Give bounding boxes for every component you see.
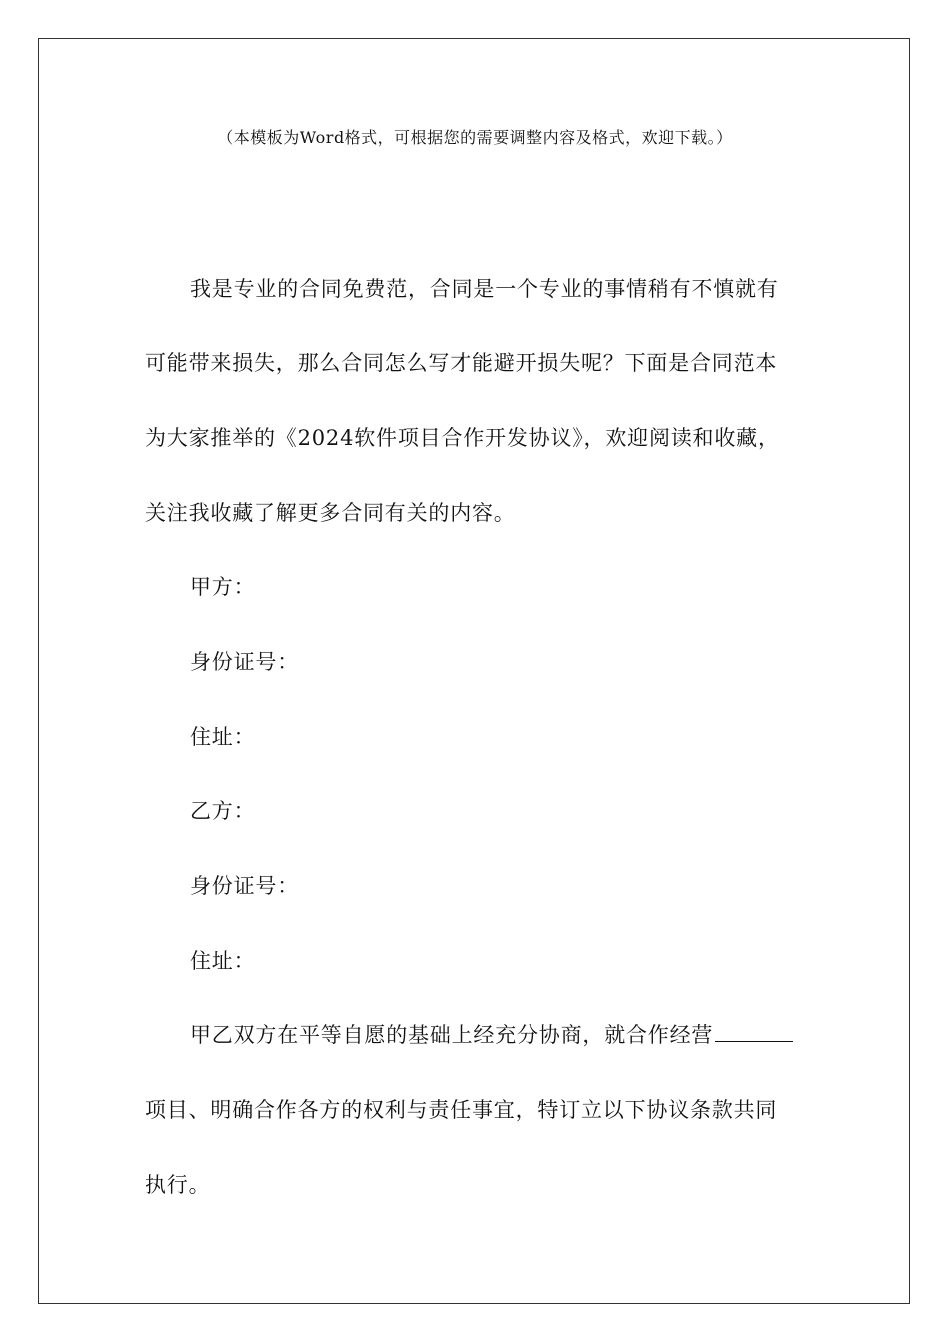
agreement-line-1-row [190,1020,793,1050]
party-b-address-label: 住址： [190,949,256,973]
party-b-label: 乙方： [190,799,256,823]
party-a-id-label: 身份证号： [190,650,299,674]
party-a-label: 甲方： [190,575,256,599]
agreement-line-3: 执行。 [145,1173,211,1197]
party-a-address-label: 住址： [190,725,256,749]
intro-line-4: 关注我收藏了解更多合同有关的内容。 [145,501,516,525]
agreement-line-2: 项目、明确合作各方的权利与责任事宜，特订立以下协议条款共同 [145,1098,778,1122]
intro-line-1: 我是专业的合同免费范，合同是一个专业的事情稍有不慎就有 [190,277,779,301]
project-name-blank [715,1023,793,1042]
intro-line-3: 为大家推举的《2024软件项目合作开发协议》，欢迎阅读和收藏， [145,426,780,450]
agreement-line-1: 甲乙双方在平等自愿的基础上经充分协商，就合作经营 [190,1023,714,1047]
template-note: （本模板为Word格式，可根据您的需要调整内容及格式，欢迎下载。） [217,128,733,147]
intro-line-2: 可能带来损失，那么合同怎么写才能避开损失呢？下面是合同范本 [145,351,778,375]
party-b-id-label: 身份证号： [190,874,299,898]
